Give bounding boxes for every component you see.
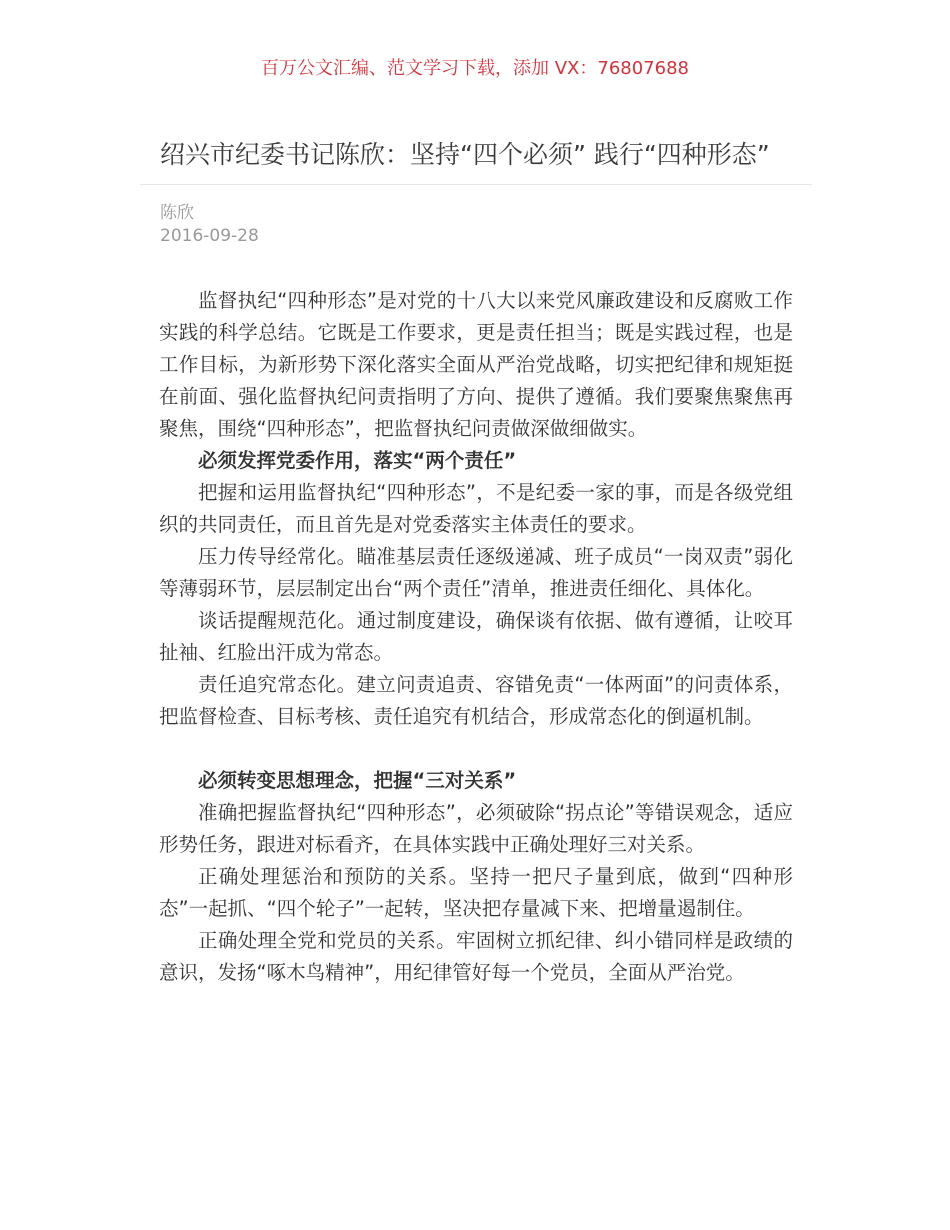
section-heading: 必须转变思想理念，把握“三对关系” xyxy=(198,769,517,792)
section-paragraph: 正确处理惩治和预防的关系。坚持一把尺子量到底，做到“四种形态”一起抓、“四个轮子”一起转，坚决把存量减下来、把增量遏制住。 xyxy=(159,865,793,920)
section-heading: 必须发挥党委作用，落实“两个责任” xyxy=(198,449,517,472)
promo-banner: 百万公文汇编、范文学习下载，添加 VX：76807688 xyxy=(261,58,689,79)
section-paragraph: 谈话提醒规范化。通过制度建设，确保谈有依据、做有遵循，让咬耳扯袖、红脸出汗成为常态。 xyxy=(159,609,793,664)
article-meta xyxy=(140,202,812,248)
title-divider xyxy=(140,184,812,185)
intro-paragraph: 监督执纪“四种形态”是对党的十八大以来党风廉政建设和反腐败工作实践的科学总结。它既是工作要求，更是责任担当；既是实践过程，也是工作目标，为新形势下深化落实全面从严治党战略，切实把纪律和规矩挺在前面、强化监督执纪问责指明了方向、提供了遵循。我们要聚焦聚焦再聚焦，围绕“四种形态”，把监督执纪问责做深做细做实。 xyxy=(159,289,793,440)
section-paragraph: 责任追究常态化。建立问责追责、容错免责“一体两面”的问责体系，把监督检查、目标考核、责任追究有机结合，形成常态化的倒逼机制。 xyxy=(159,673,793,728)
author-name: 陈欣 xyxy=(160,203,194,223)
article xyxy=(140,136,812,989)
article-body xyxy=(140,285,793,989)
section-paragraph: 准确把握监督执纪“四种形态”，必须破除“拐点论”等错误观念，适应形势任务，跟进对标看齐，在具体实践中正确处理好三对关系。 xyxy=(159,801,793,856)
section-paragraph: 把握和运用监督执纪“四种形态”，不是纪委一家的事，而是各级党组织的共同责任，而且首先是对党委落实主体责任的要求。 xyxy=(159,481,793,536)
article-title: 绍兴市纪委书记陈欣：坚持“四个必须” 践行“四种形态” xyxy=(160,140,770,169)
section-spacer xyxy=(159,733,793,765)
section-paragraph: 正确处理全党和党员的关系。牢固树立抓纪律、纠小错同样是政绩的意识，发扬“啄木鸟精神”，用纪律管好每一个党员，全面从严治党。 xyxy=(159,929,793,984)
section-paragraph: 压力传导经常化。瞄准基层责任逐级递减、班子成员“一岗双责”弱化等薄弱环节，层层制定出台“两个责任”清单，推进责任细化、具体化。 xyxy=(159,545,793,600)
publish-date: 2016-09-28 xyxy=(160,226,259,246)
